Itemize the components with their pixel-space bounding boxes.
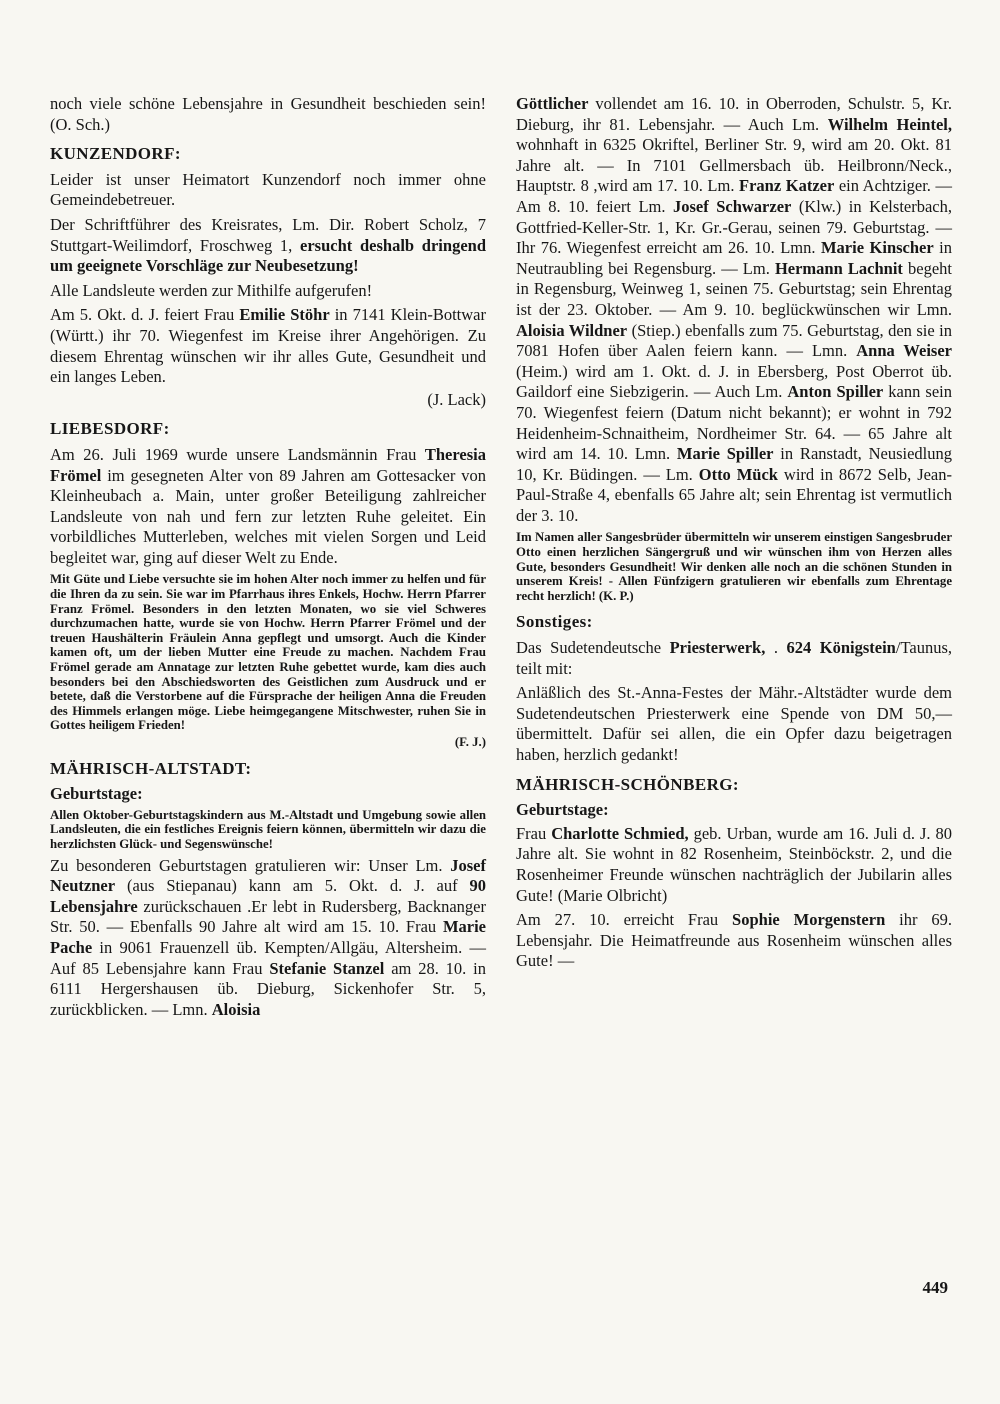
text-run: (Klw.) in Kelsterbach, Gottfried-Keller-Str. 1, Kr. Gr.-Gerau, seinen 79. Geburtstag. — Ihr 76. Wiegenfest erreicht am 26. 10. Lmn. xyxy=(516,196,952,258)
bold-text-run: Sophie Morgenstern xyxy=(732,910,886,930)
text-run: (aus Stiepanau) kann am 5. Okt. d. J. auf xyxy=(115,876,470,896)
subheading-geburtstage xyxy=(50,784,486,805)
text-run: wohnhaft in 6325 Okriftel, Berliner Str. 9, wird am 20. Okt. 81 Jahre alt. — In 7101 Gellmersbach üb. Heilbronn/Neck., Hauptstr. 8 ,wird am 17. 10. Lm. xyxy=(516,135,952,196)
text-run: Am 5. Okt. d. J. feiert Frau xyxy=(50,305,240,325)
section-heading-kunzendorf xyxy=(50,144,486,165)
bold-text-run: Marie Kinscher xyxy=(820,238,934,258)
text-run: (Stiep.) ebenfalls zum 75. Geburtstag, den sie in 7081 Hofen über Aalen feiern kann. — Lmn. xyxy=(516,320,952,361)
text-run: Im Namen aller Sangesbrüder übermitteln wir unserem einstigen Sangesbruder Otto einen herzlichen Sängergruß und wir wünschen ihm von Herzen alles Gute, besonders Gesundheit! Wir denken alle noch an die schönen Stunden in unserem Kreis! - Allen Fünfzigern gratulieren wir ebenfalls zum Ehrentage recht herzlich! (K. P.) xyxy=(516,530,952,603)
signature xyxy=(50,390,486,411)
text-run: /Taunus, teilt mit: xyxy=(516,638,952,678)
text-run: in 9061 Frauenzell üb. Kempten/Allgäu, Altersheim. — Auf 85 Lebensjahre kann Frau xyxy=(50,937,486,978)
text-run: Zu besonderen Geburtstagen gratulieren wir: Unser Lm. xyxy=(50,855,451,875)
bold-text-run: Hermann Lachnit xyxy=(774,258,903,278)
column-left xyxy=(50,94,486,1024)
bold-text-run: Geburtstage: xyxy=(50,784,143,804)
text-run: wird in 8672 Selb, Jean-Paul-Straße 4, ebenfalls 65 Jahre alt; sein Ehrentag ist vermutlich der 3. 10. xyxy=(516,464,953,525)
bold-text-run: Theresia Frömel xyxy=(50,444,486,485)
paragraph xyxy=(50,572,486,733)
paragraph xyxy=(50,170,486,211)
paragraph xyxy=(516,910,952,972)
text-run: . xyxy=(765,638,787,658)
signature xyxy=(50,735,486,750)
bold-text-run: Josef Schwarzer xyxy=(672,196,792,216)
bold-text-run: Priesterwerk, xyxy=(669,638,766,658)
text-run: geb. Urban, wurde am 16. Juli d. J. 80 Jahre alt. Sie wohnt in 82 Rosenheim, Steinböckstr. 2, und die Rosenheimer Freunde wünschen nachträglich der Jubilarin alles Gute! (Marie Olbricht) xyxy=(516,823,952,905)
paragraph xyxy=(516,824,952,906)
text-run: Der Schriftführer des Kreisrates, Lm. Dir. Robert Scholz, 7 Stuttgart-Weilimdorf, Froschweg 1, xyxy=(50,214,486,255)
paragraph xyxy=(50,305,486,387)
paragraph xyxy=(516,638,952,679)
bold-text-run: Aloisia Wildner xyxy=(516,320,628,340)
text-run: (Heim.) wird am 1. Okt. d. J. in Ebersberg, Post Oberrot üb. Gaildorf eine Siebzigerin. — Auch Lm. xyxy=(516,361,952,402)
text-run: ihr 69. Lebensjahr. Die Heimatfreunde aus Rosenheim wünschen alles Gute! — xyxy=(516,910,952,971)
page-number: 449 xyxy=(922,1278,948,1297)
text-run: kann sein 70. Wiegenfest feiern (Datum nicht bekannt); er wohnt in 792 Heidenheim-Schnaitheim, Nordheimer Str. 64. — 65 Jahre alt wird am 14. 10. Lmn. xyxy=(516,382,952,464)
text-run: ein Achtziger. — Am 8. 10. feiert Lm. xyxy=(516,176,952,216)
paragraph xyxy=(516,683,952,765)
bold-text-run: Josef Neutzner xyxy=(50,855,486,896)
text-run: Am 27. 10. erreicht Frau xyxy=(516,910,733,930)
column-right xyxy=(516,94,952,1024)
bold-text-run: LIEBESDORF: xyxy=(50,419,170,439)
text-run: Mit Güte und Liebe versuchte sie im hohen Alter noch immer zu helfen und für die Ihren da zu sein. Sie war im Pfarrhaus ihres Enkels, Hochw. Herrn Pfarrer Franz Frömel. Besonders in den letzten Monaten, wo sie viel Schweres durchzumachen hatte, wurde sie von Hochw. Herrn Pfarrer Frömel und der treuen Haushälterin Fräulein Anna gepflegt und umsorgt. Auch die Kinder kamen oft, um der lieben Mutter eine Freude zu machen. Nachdem Frau Frömel gerade am Annatage zur letzten Ruhe gebettet wurde, kam dies auch besonders bei den Abschiedsworten des Geistlichen zum Ausdruck und er betete, daß die Verstorbene auf die Fürsprache der heiligen Anna die Freuden des Himmels erlangen möge. Liebe heimgegangene Mitschwester, ruhen Sie in Gottes heiligem Frieden! xyxy=(50,572,486,733)
bold-text-run: Marie Spiller xyxy=(676,444,774,464)
text-run: vollendet am 16. 10. in Oberroden, Schulstr. 5, Kr. Dieburg, ihr 81. Lebensjahr. — Auch Lm. xyxy=(516,94,952,134)
paragraph xyxy=(50,281,486,302)
paragraph xyxy=(50,856,486,1021)
text-run: in 7141 Klein-Bottwar (Württ.) ihr 70. Wiegenfest im Kreise ihrer Angehörigen. Zu diesem Ehrentag wünschen wir ihr alles Gute, Gesundheit und ein langes Leben. xyxy=(50,305,486,387)
bold-text-run: MÄHRISCH-SCHÖNBERG: xyxy=(516,774,739,794)
bold-text-run: Wilhelm Heintel, xyxy=(827,114,952,134)
bold-text-run: Sonstiges: xyxy=(516,612,593,632)
bold-text-run: MÄHRISCH-ALTSTADT: xyxy=(50,758,252,778)
bold-text-run: Otto Mück xyxy=(698,464,778,484)
text-run: noch viele schöne Lebensjahre in Gesundheit beschieden sein! (O. Sch.) xyxy=(50,94,486,134)
bold-text-run: KUNZENDORF: xyxy=(50,144,181,164)
section-heading-liebesdorf xyxy=(50,419,486,440)
text-run: Allen Oktober-Geburtstagskindern aus M.-Altstadt und Umgebung sowie allen Landsleuten, die ein festliches Ereignis feiern können, übermitteln wir dazu die herzlichsten Glück- und Segenswünsche! xyxy=(50,807,486,851)
text-run: Anläßlich des St.-Anna-Festes der Mähr.-Altstädter wurde dem Sudetendeutschen Priesterwerk eine Spende von DM 50,— übermittelt. Dafür sei allen, die ein Opfer dazu beigetragen haben, herzlich gedankt! xyxy=(516,683,952,764)
text-run: Frau xyxy=(516,823,552,843)
text-run: Alle Landsleute werden zur Mithilfe aufgerufen! xyxy=(50,280,373,300)
text-run: in Neutraubling bei Regensburg. — Lm. xyxy=(516,238,953,278)
carryover-paragraph xyxy=(50,94,486,135)
bold-text-run: Franz Katzer xyxy=(739,176,835,196)
bold-text-run: 90 Lebensjahre xyxy=(50,876,486,916)
bold-text-run: ersucht deshalb dringend um geeignete Vorschläge zur Neubesetzung! xyxy=(50,235,486,276)
paragraph xyxy=(516,94,952,526)
bold-text-run: Göttlicher xyxy=(516,94,589,113)
section-heading-sonstiges xyxy=(516,612,952,633)
section-heading-maehrisch-schoenberg xyxy=(516,775,952,796)
subheading-geburtstage xyxy=(516,800,952,821)
text-run: zurückschauen .Er lebt in Rudersberg, Backnanger Str. 50. — Ebenfalls 90 Jahre alt wird am 15. 10. Frau xyxy=(50,896,486,937)
bold-text-run: Stefanie Stanzel xyxy=(269,958,385,978)
text-run: begeht in Regensburg, Weinweg 1, seinen 75. Geburtstag; sein Ehrentag ist der 23. Oktober. — Am 9. 10. beglückwünschen wir Lmn. xyxy=(516,258,952,319)
bold-text-run: Emilie Stöhr xyxy=(239,305,330,325)
text-run: im gesegneten Alter von 89 Jahren am Gottesacker von Kleinheubach a. Main, unter großer Beteiligung zahlreicher Landsleute von nah und fern zur letzten Ruhe geleitet. Ein vorbildliches Mutterleben, welches mit vielen Sorgen und Leid begleitet war, ging auf dieser Welt zu Ende. xyxy=(50,465,486,567)
bold-text-run: 624 Königstein xyxy=(786,638,896,658)
bold-text-run: Geburtstage: xyxy=(516,800,609,820)
bold-text-run: Charlotte Schmied, xyxy=(551,823,689,843)
text-run: Leider ist unser Heimatort Kunzendorf noch immer ohne Gemeindebetreuer. xyxy=(50,169,486,210)
paragraph xyxy=(516,530,952,603)
text-run: Am 26. Juli 1969 wurde unsere Landsmännin Frau xyxy=(50,444,425,464)
text-run: (J. Lack) xyxy=(427,389,486,409)
paragraph xyxy=(50,215,486,277)
bold-text-run: Anton Spiller xyxy=(787,382,884,402)
text-run: in Ranstadt, Neusiedlung 10, Kr. Büdingen. — Lm. xyxy=(516,444,952,484)
text-run: am 28. 10. in 6111 Hergershausen üb. Dieburg, Sickenhofer Str. 5, zurückblicken. — Lmn. xyxy=(50,958,486,1019)
paragraph xyxy=(50,445,486,569)
bold-text-run: Marie Pache xyxy=(50,917,486,957)
bold-text-run: Anna Weiser xyxy=(856,341,952,361)
paragraph xyxy=(50,808,486,852)
bold-text-run: Aloisia xyxy=(211,999,261,1019)
text-run: (F. J.) xyxy=(454,735,486,749)
section-heading-maehrisch-altstadt xyxy=(50,759,486,780)
text-run: Das Sudetendeutsche xyxy=(516,638,670,658)
